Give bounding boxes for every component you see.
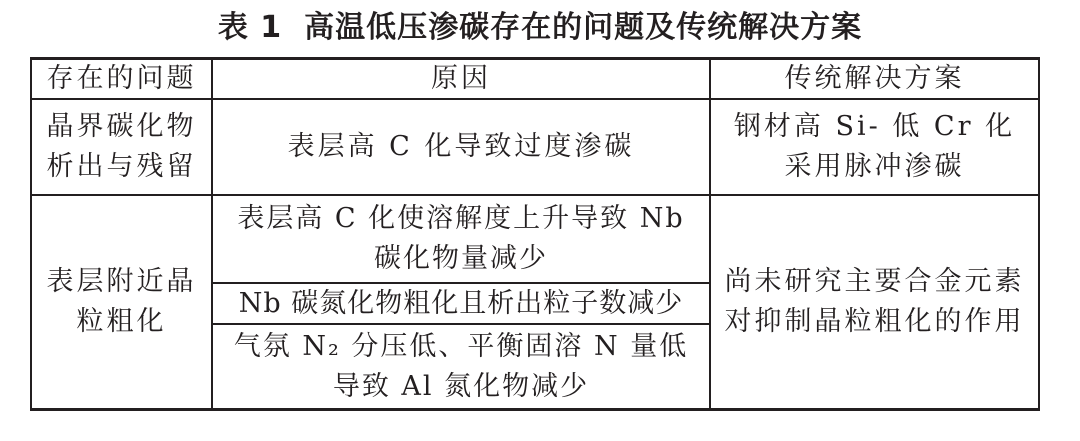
row2-solution <box>711 196 1038 408</box>
row1-problem <box>32 100 211 194</box>
row2-cause-1-text: 表层高 C 化使溶解度上升导致 Nb 碳化物量减少 <box>237 203 685 274</box>
table-number: 表 1 <box>217 10 283 45</box>
row2-cause-2-text: Nb 碳氮化物粗化且析出粒子数减少 <box>238 287 684 319</box>
header-problem-text: 存在的问题 <box>46 63 197 94</box>
row2-cause-3 <box>213 325 709 408</box>
row2-cause-2 <box>213 284 709 323</box>
row1-problem-text: 晶界碳化物 析出与残留 <box>46 111 197 182</box>
row2-problem <box>32 196 211 408</box>
row1-solution <box>711 100 1038 194</box>
header-solution <box>711 60 1038 98</box>
row2-problem-text: 表层附近晶 粒粗化 <box>46 266 197 337</box>
row1-solution-text: 钢材高 Si- 低 Cr 化 采用脉冲渗碳 <box>733 111 1016 182</box>
header-cause-text: 原因 <box>431 63 491 94</box>
header-solution-text: 传统解决方案 <box>784 63 965 94</box>
header-problem <box>32 60 211 98</box>
header-cause <box>213 60 709 98</box>
row1-cause <box>213 100 709 194</box>
table-caption <box>0 8 1080 48</box>
table-title: 高温低压渗碳存在的问题及传统解决方案 <box>304 10 863 45</box>
row1-cause-text: 表层高 C 化导致过度渗碳 <box>287 131 635 162</box>
row2-solution-text: 尚未研究主要合金元素 对抑制晶粒粗化的作用 <box>724 266 1025 337</box>
row2-cause-3-text: 气氛 N₂ 分压低、平衡固溶 N 量低 导致 Al 氮化物减少 <box>233 330 689 402</box>
row2-cause-1 <box>213 196 709 282</box>
